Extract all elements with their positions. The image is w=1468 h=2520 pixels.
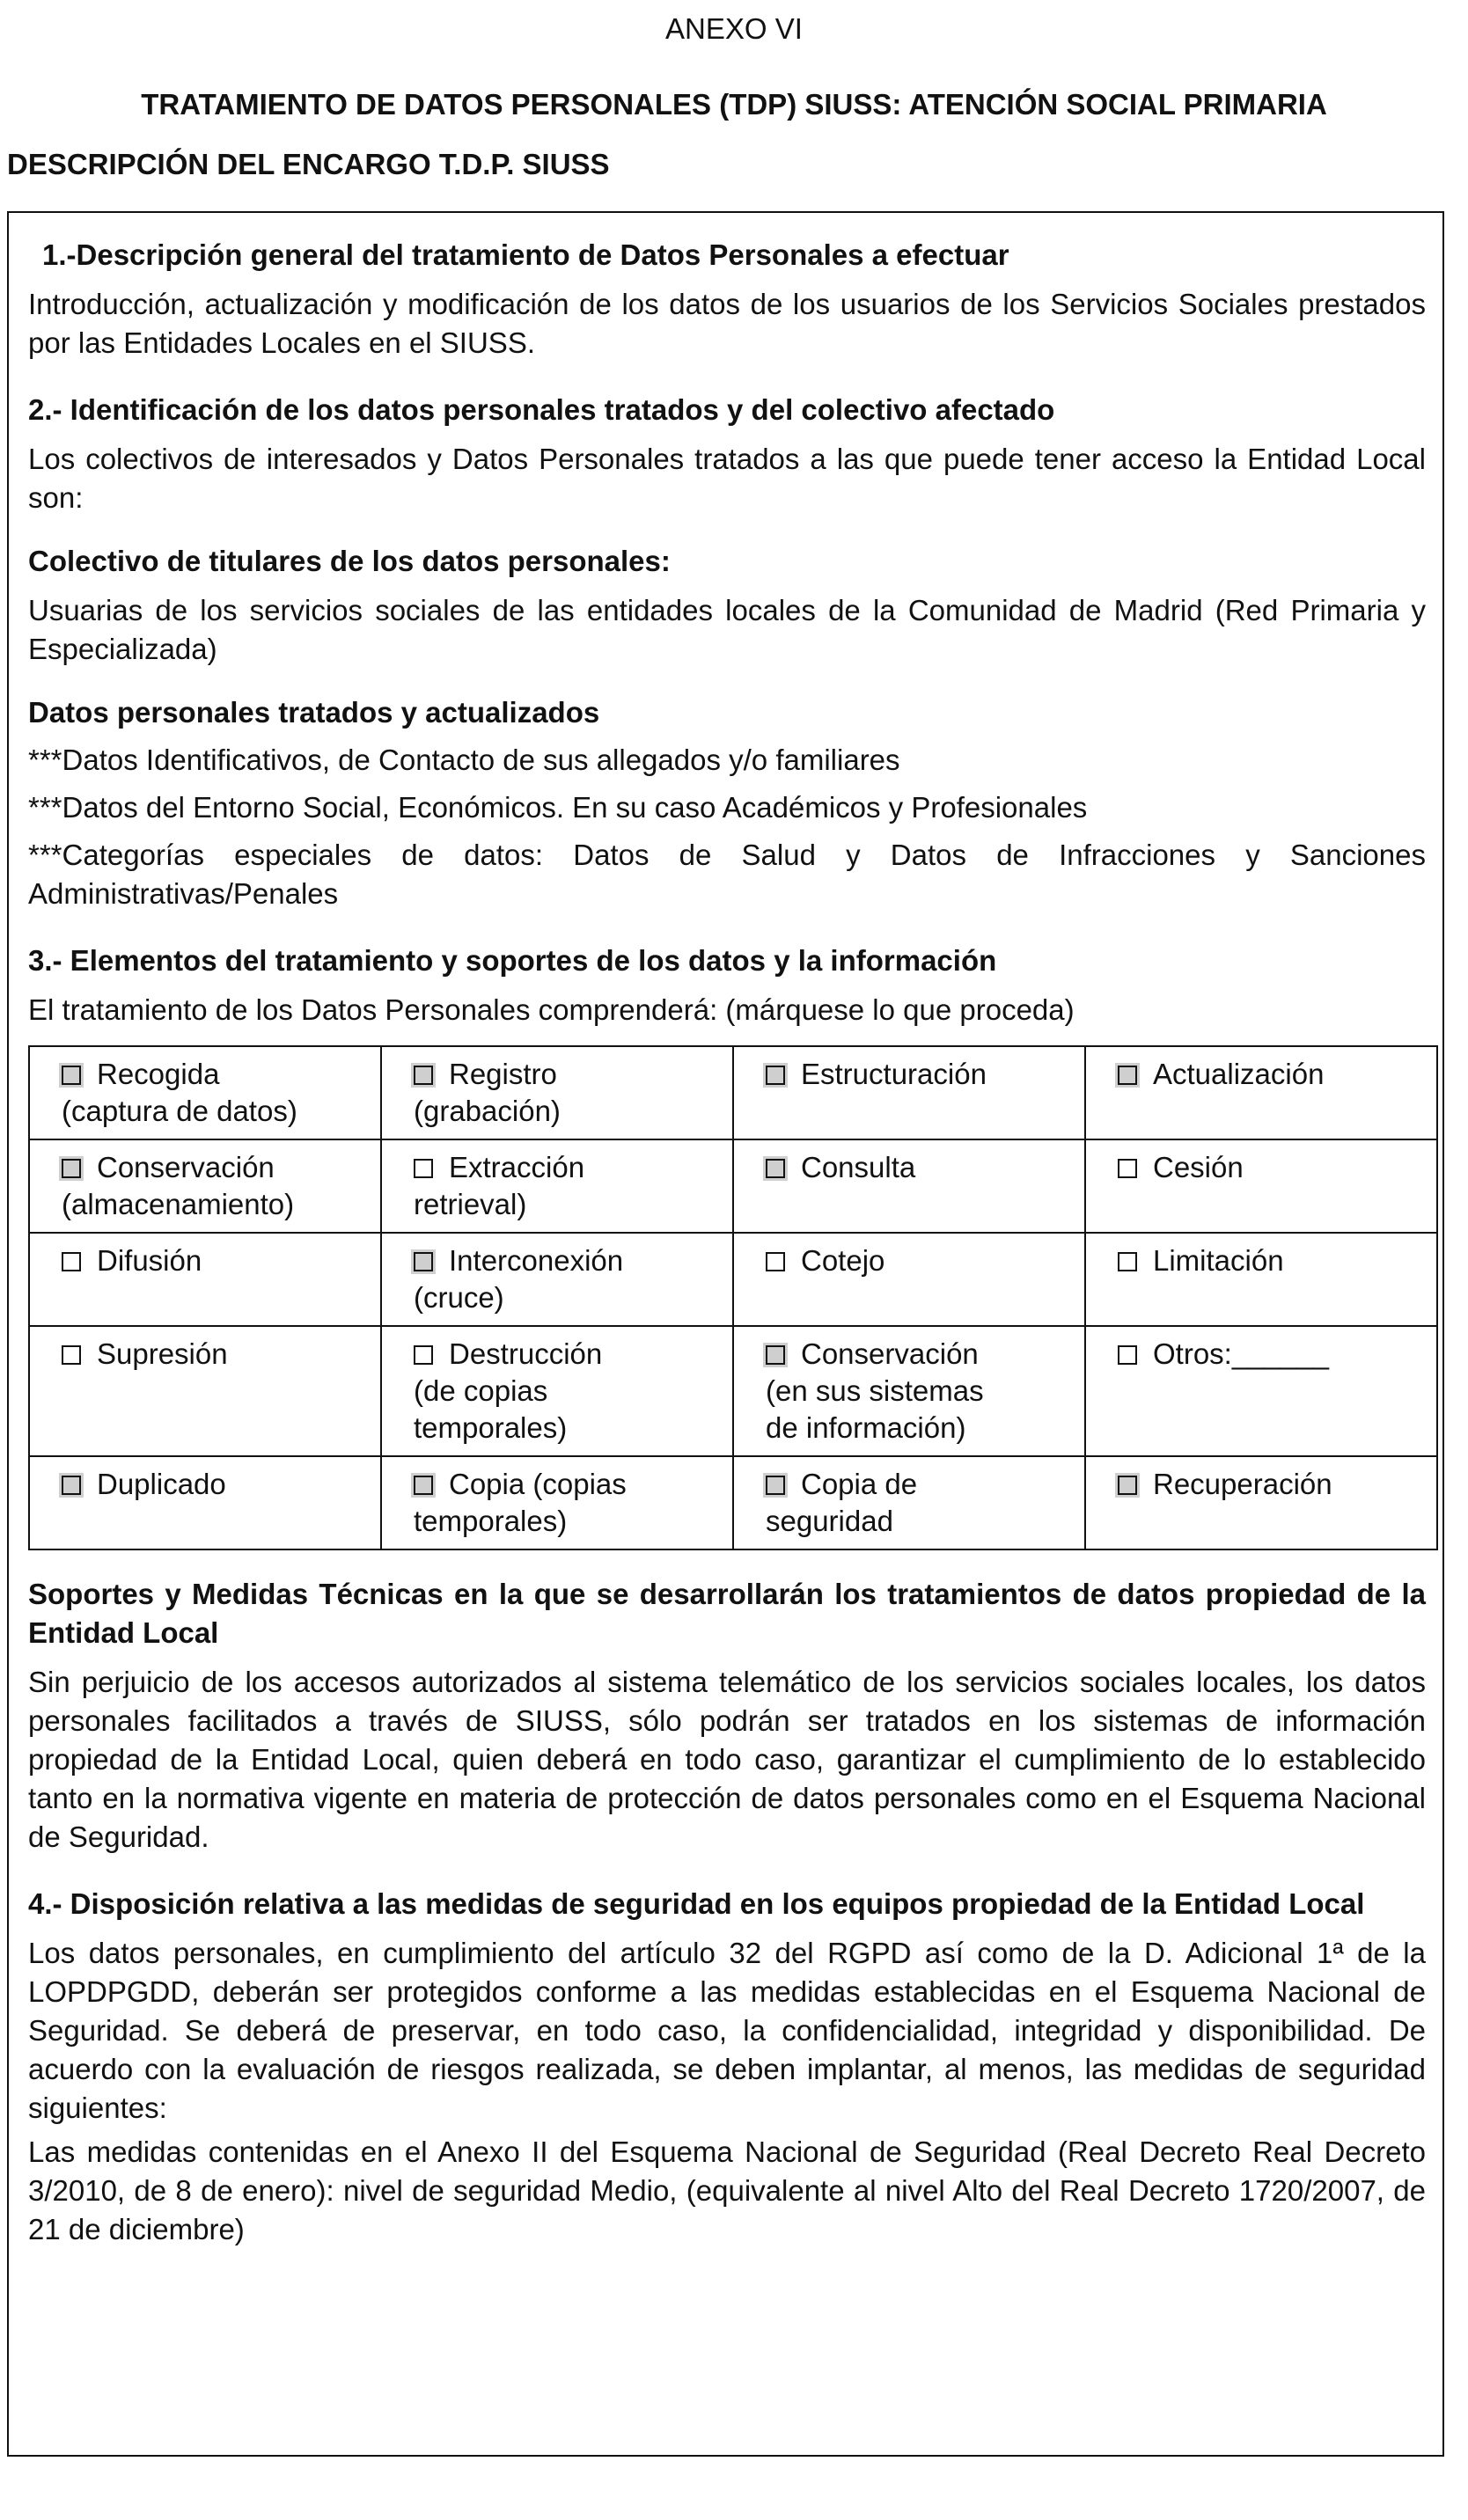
option-cell — [1085, 1233, 1437, 1326]
checkbox[interactable] — [414, 1252, 433, 1271]
section-2-heading: 2.- Identificación de los datos personales tratados y del colectivo afectado — [28, 393, 1055, 426]
section-4-text: Los datos personales, en cumplimiento del artículo 32 del RGPD así como de la D. Adicional 1ª de la LOPDPGDD, deberán ser protegidos conforme a las medidas establecidas en el Esquema Nacional de Seguridad. Se deberá de preservar, en todo caso, la confidencialidad, integridad y disponibilidad. De acuerdo con la evaluación de riesgos realizada, se deben implantar, al menos, las medidas de seguridad siguientes: — [28, 1937, 1426, 2124]
checkbox[interactable] — [414, 1476, 433, 1495]
description-frame — [7, 211, 1444, 2457]
option-label: Duplicado — [97, 1468, 226, 1500]
option-cell — [381, 1233, 733, 1326]
option-label: Actualización — [1153, 1058, 1325, 1090]
checkbox[interactable] — [414, 1159, 433, 1178]
option-label: Otros:______ — [1153, 1337, 1329, 1370]
supports-text: Sin perjuicio de los accesos autorizados al sistema telemático de los servicios sociales locales, los datos personales facilitados a través de SIUSS, sólo podrán ser tratados en los sistemas de información propiedad de la Entidad Local, quien deberá en todo caso, garantizar el cumplimiento de lo establecido tanto en la normativa vigente en materia de protección de datos personales como en el Esquema Nacional de Seguridad. — [28, 1666, 1426, 1853]
option-label: Recuperación — [1153, 1468, 1332, 1500]
checkbox[interactable] — [414, 1345, 433, 1365]
checkbox[interactable] — [1118, 1252, 1137, 1271]
options-row — [29, 1233, 1437, 1326]
options-row — [29, 1456, 1437, 1549]
checkbox[interactable] — [1118, 1345, 1137, 1365]
option-cell — [381, 1326, 733, 1456]
option-cell — [29, 1233, 381, 1326]
option-label: Destrucción (de copias temporales) — [414, 1337, 603, 1444]
checkbox[interactable] — [766, 1159, 785, 1178]
option-label: Conservación (almacenamiento) — [62, 1151, 295, 1220]
option-label: Cotejo — [801, 1244, 885, 1277]
processing-options-table — [28, 1045, 1438, 1550]
checkbox[interactable] — [62, 1476, 81, 1495]
options-row — [29, 1046, 1437, 1139]
checkbox[interactable] — [1118, 1159, 1137, 1178]
document-title: TRATAMIENTO DE DATOS PERSONALES (TDP) SIUSS: ATENCIÓN SOCIAL PRIMARIA — [141, 88, 1327, 121]
annex-label: ANEXO VI — [665, 12, 803, 45]
option-cell — [733, 1233, 1085, 1326]
option-cell — [733, 1456, 1085, 1549]
option-cell — [1085, 1139, 1437, 1233]
section-1-text: Introducción, actualización y modificación de los datos de los usuarios de los Servicios Sociales prestados por las Entidades Locales en el SIUSS. — [28, 288, 1426, 359]
option-cell — [733, 1046, 1085, 1139]
data-item: ***Categorías especiales de datos: Datos de Salud y Datos de Infracciones y Sanciones Administrativas/Penales — [28, 839, 1426, 910]
option-cell — [381, 1046, 733, 1139]
checkbox[interactable] — [766, 1476, 785, 1495]
option-cell — [1085, 1326, 1437, 1456]
option-label: Conservación (en sus sistemas de información) — [766, 1337, 984, 1444]
section-3-intro: El tratamiento de los Datos Personales comprenderá: (márquese lo que proceda) — [28, 993, 1075, 1026]
document-subtitle: DESCRIPCIÓN DEL ENCARGO T.D.P. SIUSS — [7, 148, 610, 180]
holders-heading: Colectivo de titulares de los datos personales: — [28, 545, 671, 577]
section-2-text: Los colectivos de interesados y Datos Personales tratados a las que puede tener acceso la Entidad Local son: — [28, 443, 1426, 514]
option-label: Consulta — [801, 1151, 916, 1183]
options-row — [29, 1326, 1437, 1456]
option-label: Recogida (captura de datos) — [62, 1058, 297, 1127]
option-cell — [381, 1139, 733, 1233]
section-1-heading: 1.-Descripción general del tratamiento de Datos Personales a efectuar — [42, 238, 1009, 271]
checkbox[interactable] — [766, 1252, 785, 1271]
option-cell — [1085, 1456, 1437, 1549]
option-label: Cesión — [1153, 1151, 1244, 1183]
description-content — [28, 236, 1426, 2249]
option-cell — [29, 1139, 381, 1233]
option-label: Supresión — [97, 1337, 228, 1370]
checkbox[interactable] — [62, 1159, 81, 1178]
option-cell — [1085, 1046, 1437, 1139]
checkbox[interactable] — [62, 1066, 81, 1085]
option-label: Registro (grabación) — [414, 1058, 561, 1127]
data-heading: Datos personales tratados y actualizados — [28, 696, 600, 729]
supports-heading: Soportes y Medidas Técnicas en la que se desarrollarán los tratamientos de datos propiedad de la Entidad Local — [28, 1578, 1426, 1649]
options-row — [29, 1139, 1437, 1233]
option-cell — [381, 1456, 733, 1549]
option-label: Estructuración — [801, 1058, 987, 1090]
checkbox[interactable] — [1118, 1476, 1137, 1495]
option-cell — [733, 1326, 1085, 1456]
option-cell — [29, 1046, 381, 1139]
section-4-heading: 4.- Disposición relativa a las medidas de seguridad en los equipos propiedad de la Entidad Local — [28, 1887, 1365, 1920]
checkbox[interactable] — [766, 1345, 785, 1365]
holders-text: Usuarias de los servicios sociales de las entidades locales de la Comunidad de Madrid (Red Primaria y Especializada) — [28, 594, 1426, 665]
section-3-heading: 3.- Elementos del tratamiento y soportes de los datos y la información — [28, 944, 997, 977]
option-label: Extracción retrieval) — [414, 1151, 585, 1220]
checkbox[interactable] — [766, 1066, 785, 1085]
option-cell — [29, 1456, 381, 1549]
data-item: ***Datos Identificativos, de Contacto de sus allegados y/o familiares — [28, 744, 900, 776]
option-cell — [733, 1139, 1085, 1233]
option-label: Difusión — [97, 1244, 202, 1277]
option-label: Copia de seguridad — [766, 1468, 918, 1537]
data-item: ***Datos del Entorno Social, Económicos. En su caso Académicos y Profesionales — [28, 791, 1088, 824]
option-label: Limitación — [1153, 1244, 1284, 1277]
option-cell — [29, 1326, 381, 1456]
section-4-measures: Las medidas contenidas en el Anexo II del Esquema Nacional de Seguridad (Real Decreto Real Decreto 3/2010, de 8 de enero): nivel de seguridad Medio, (equivalente al nivel Alto del Real Decreto 1720/2007, de 21 de diciembre) — [28, 2135, 1426, 2245]
option-label: Copia (copias temporales) — [414, 1468, 627, 1537]
option-label: Interconexión (cruce) — [414, 1244, 624, 1314]
checkbox[interactable] — [1118, 1066, 1137, 1085]
checkbox[interactable] — [414, 1066, 433, 1085]
checkbox[interactable] — [62, 1345, 81, 1365]
checkbox[interactable] — [62, 1252, 81, 1271]
